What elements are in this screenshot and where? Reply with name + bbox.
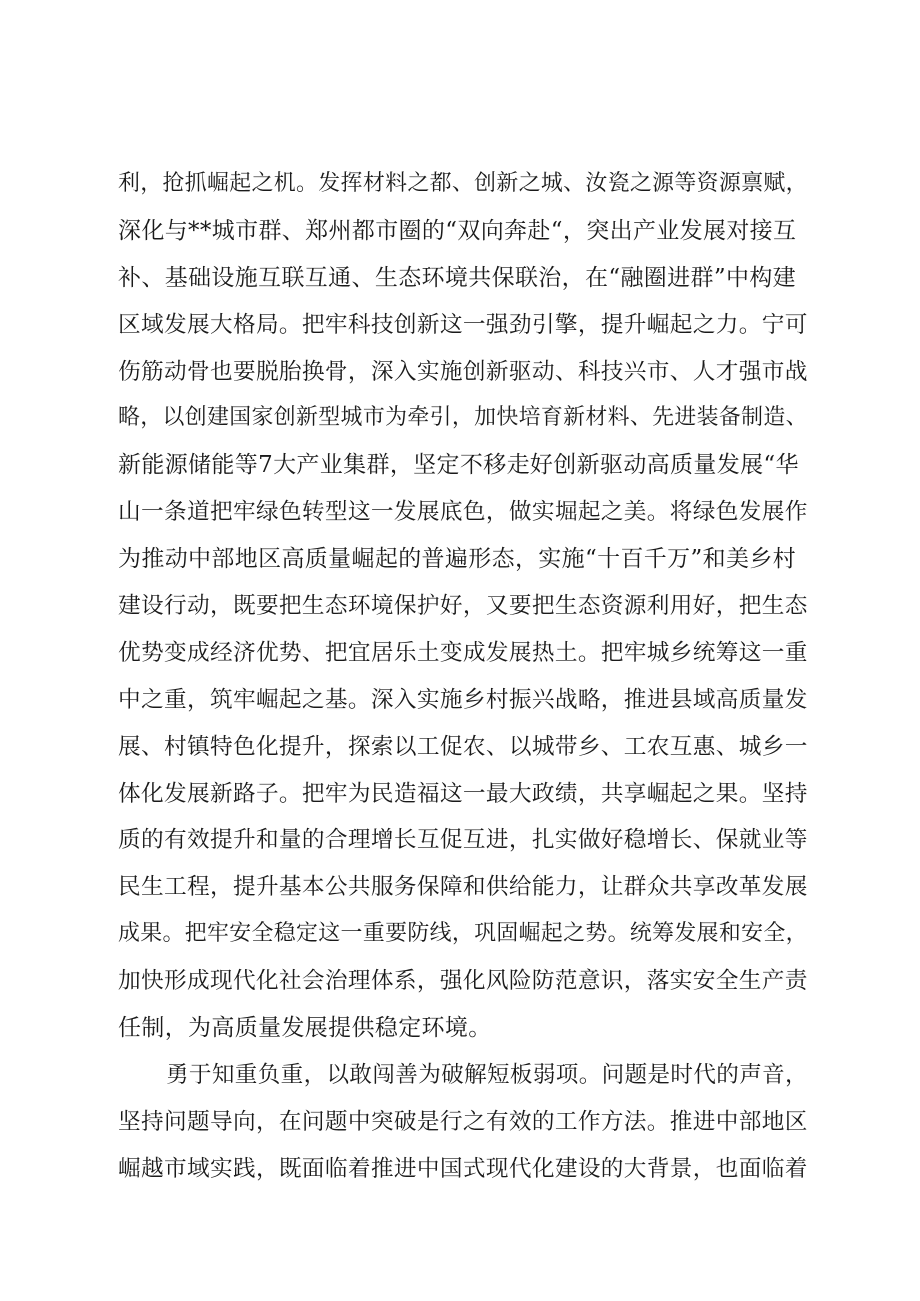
text-line: 略，以创建国家创新型城市为牵引，加快培育新材料、先进装备制造、 (118, 405, 808, 431)
paragraph-first-line: 勇于知重负重，以敢闯善为破解短板弱项。问题是时代的声音， (166, 1061, 808, 1088)
text-line: 中之重，筑牢崛起之基。深入实施乡村振兴战略，推进县域高质量发 (118, 686, 808, 713)
text-line: 山一条道把牢绿色转型这一发展底色，做实堀起之美。将绿色发展作 (118, 499, 808, 526)
text-line: 区域发展大格局。把牢科技创新这一强劲引擎，提升崛起之力。宁可 (118, 311, 808, 338)
text-line: 伤筋动骨也要脱胎换骨，深入实施创新驱动、科技兴市、人才强市战 (118, 358, 808, 385)
text-line: 成果。把牢安全稳定这一重要防线，巩固崛起之势。统筹发展和安全， (118, 921, 808, 947)
text-line: 新能源储能等7大产业集群，坚定不移走好创新驱动高质量发展“华 (118, 452, 799, 479)
text-line: 为推动中部地区高质量崛起的普遍形态，实施“十百千万”和美乡村 (118, 546, 797, 573)
text-line: 质的有效提升和量的合理增长互促互进，扎实做好稳增长、保就业等 (118, 827, 808, 854)
text-line: 深化与**城市群、郑州都市圈的“双向奔赴“，突出产业发展对接互 (118, 217, 797, 244)
text-line: 加快形成现代化社会治理体系，强化风险防范意识，落实安全生产责 (118, 968, 808, 995)
text-line: 崛越市域实践，既面临着推进中国式现代化建设的大背景，也面临着 (118, 1155, 808, 1182)
text-line: 利，抢抓崛起之机。发挥材料之都、创新之城、汝瓷之源等资源禀赋， (118, 171, 808, 196)
text-line: 展、村镇特色化提升，探索以工促农、以城带乡、工农互惠、城乡一 (118, 733, 808, 760)
text-line: 优势变成经济优势、把宜居乐土变成发展热土。把牢城乡统筹这一重 (118, 639, 808, 666)
text-line: 体化发展新路子。把牢为民造福这一最大政绩，共享崛起之果。坚持 (118, 780, 808, 807)
document-body (118, 161, 808, 1193)
text-line: 补、基础设施互联互通、生态环境共保联治，在“融圈进群”中构建 (118, 264, 797, 291)
text-line: 民生工程，提升基本公共服务保障和供给能力，让群众共享改革发展 (118, 874, 808, 901)
text-line: 坚持问题导向，在问题中突破是行之有效的工作方法。推进中部地区 (118, 1108, 808, 1135)
text-line: 建设行动，既要把生态环境保护好，又要把生态资源利用好，把生态 (118, 593, 808, 620)
text-line: 任制，为高质量发展提供稳定环境。 (118, 1015, 492, 1042)
